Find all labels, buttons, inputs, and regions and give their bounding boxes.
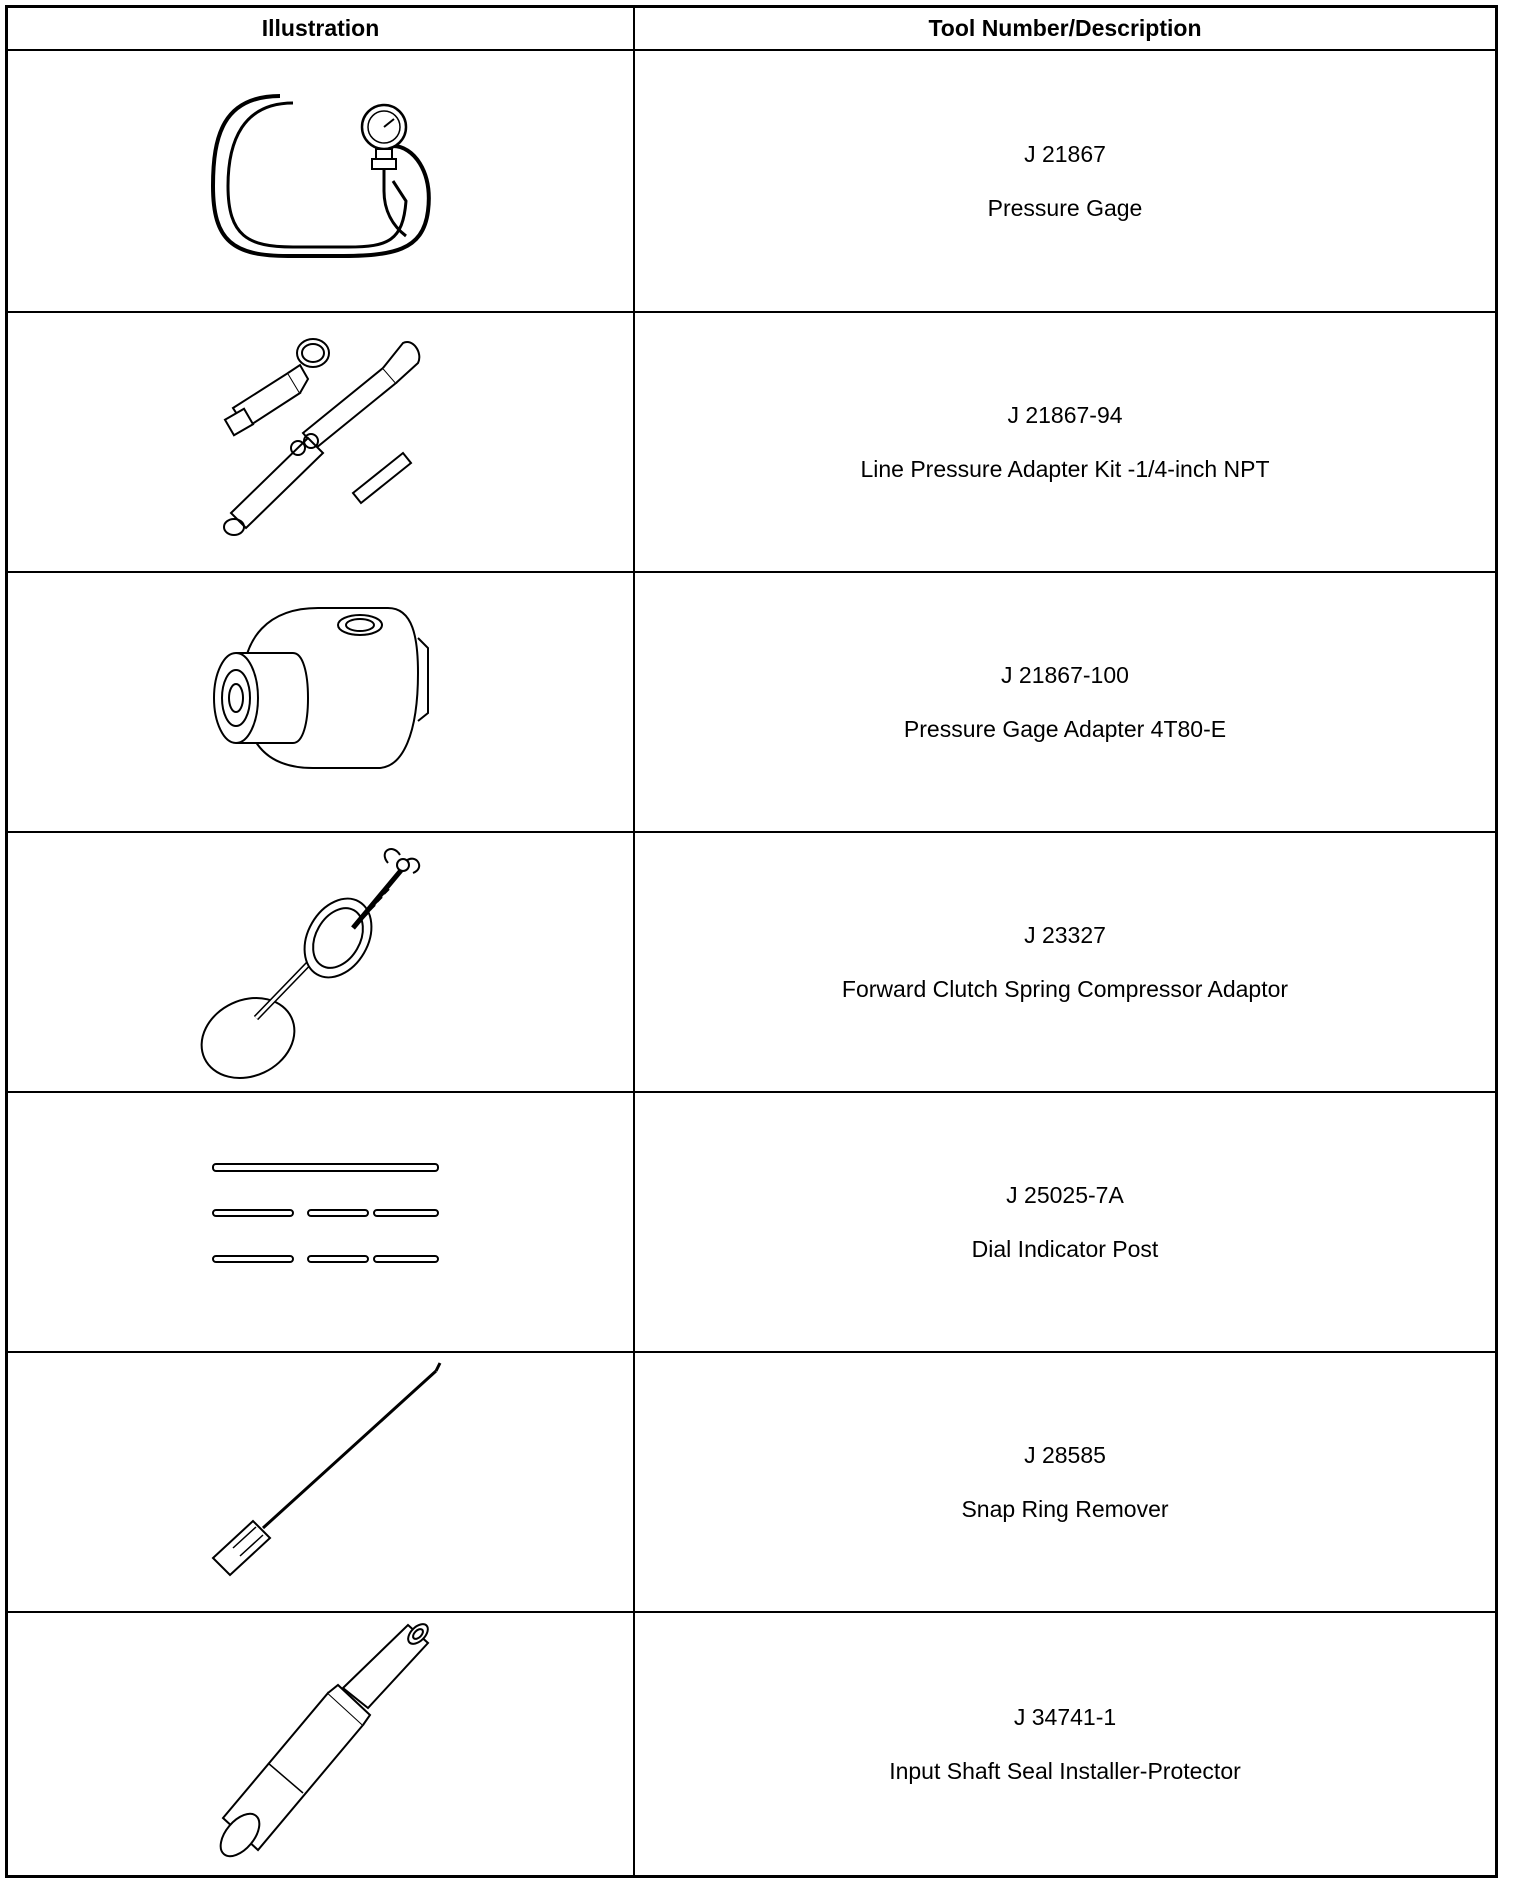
- tool-number: J 28585: [1024, 1442, 1106, 1468]
- table-row: [8, 571, 1495, 831]
- tool-number: J 23327: [1024, 922, 1106, 948]
- illustration-cell: [8, 1093, 633, 1351]
- header-illustration: Illustration: [261, 15, 380, 41]
- illustration-cell: [8, 51, 633, 311]
- tool-number: J 34741-1: [1013, 1704, 1117, 1730]
- tool-description: Input Shaft Seal Installer-Protector: [889, 1758, 1241, 1784]
- tool-number: J 25025-7A: [1006, 1182, 1124, 1208]
- tool-description: Forward Clutch Spring Compressor Adaptor: [841, 976, 1289, 1002]
- table-row: [8, 51, 1495, 311]
- illustration-cell: [8, 573, 633, 831]
- tool-description: Snap Ring Remover: [961, 1496, 1169, 1522]
- gage-adapter-icon: [8, 573, 633, 831]
- illustration-cell: [8, 313, 633, 571]
- special-tools-table: [5, 5, 1498, 1878]
- spring-compressor-icon: [8, 833, 633, 1091]
- description-cell: [635, 1093, 1495, 1351]
- tool-number: J 21867-94: [1007, 402, 1123, 428]
- description-cell: [635, 573, 1495, 831]
- table-row: [8, 831, 1495, 1091]
- illustration-cell: [8, 1613, 633, 1875]
- header-tool-description: Tool Number/Description: [928, 15, 1202, 41]
- illustration-cell: [8, 833, 633, 1091]
- description-cell: [635, 313, 1495, 571]
- indicator-post-icon: [8, 1093, 633, 1351]
- tool-number: J 21867: [1024, 141, 1106, 167]
- adapter-kit-icon: [8, 313, 633, 571]
- tool-number: J 21867-100: [1001, 662, 1129, 688]
- table-row: [8, 1611, 1495, 1875]
- snap-ring-remover-icon: [8, 1353, 633, 1611]
- seal-installer-icon: [8, 1613, 633, 1871]
- illustration-cell: [8, 1353, 633, 1611]
- table-header: [8, 8, 1495, 51]
- tool-description: Pressure Gage: [987, 195, 1143, 221]
- description-cell: [635, 833, 1495, 1091]
- tool-description: Dial Indicator Post: [971, 1236, 1159, 1262]
- description-cell: [635, 1613, 1495, 1875]
- description-cell: [635, 51, 1495, 311]
- table-row: [8, 1091, 1495, 1351]
- tool-description: Pressure Gage Adapter 4T80-E: [903, 716, 1227, 742]
- description-cell: [635, 1353, 1495, 1611]
- table-row: [8, 311, 1495, 571]
- pressure-gage-icon: [8, 51, 633, 309]
- table-row: [8, 1351, 1495, 1611]
- tool-description: Line Pressure Adapter Kit -1/4-inch NPT: [860, 456, 1270, 482]
